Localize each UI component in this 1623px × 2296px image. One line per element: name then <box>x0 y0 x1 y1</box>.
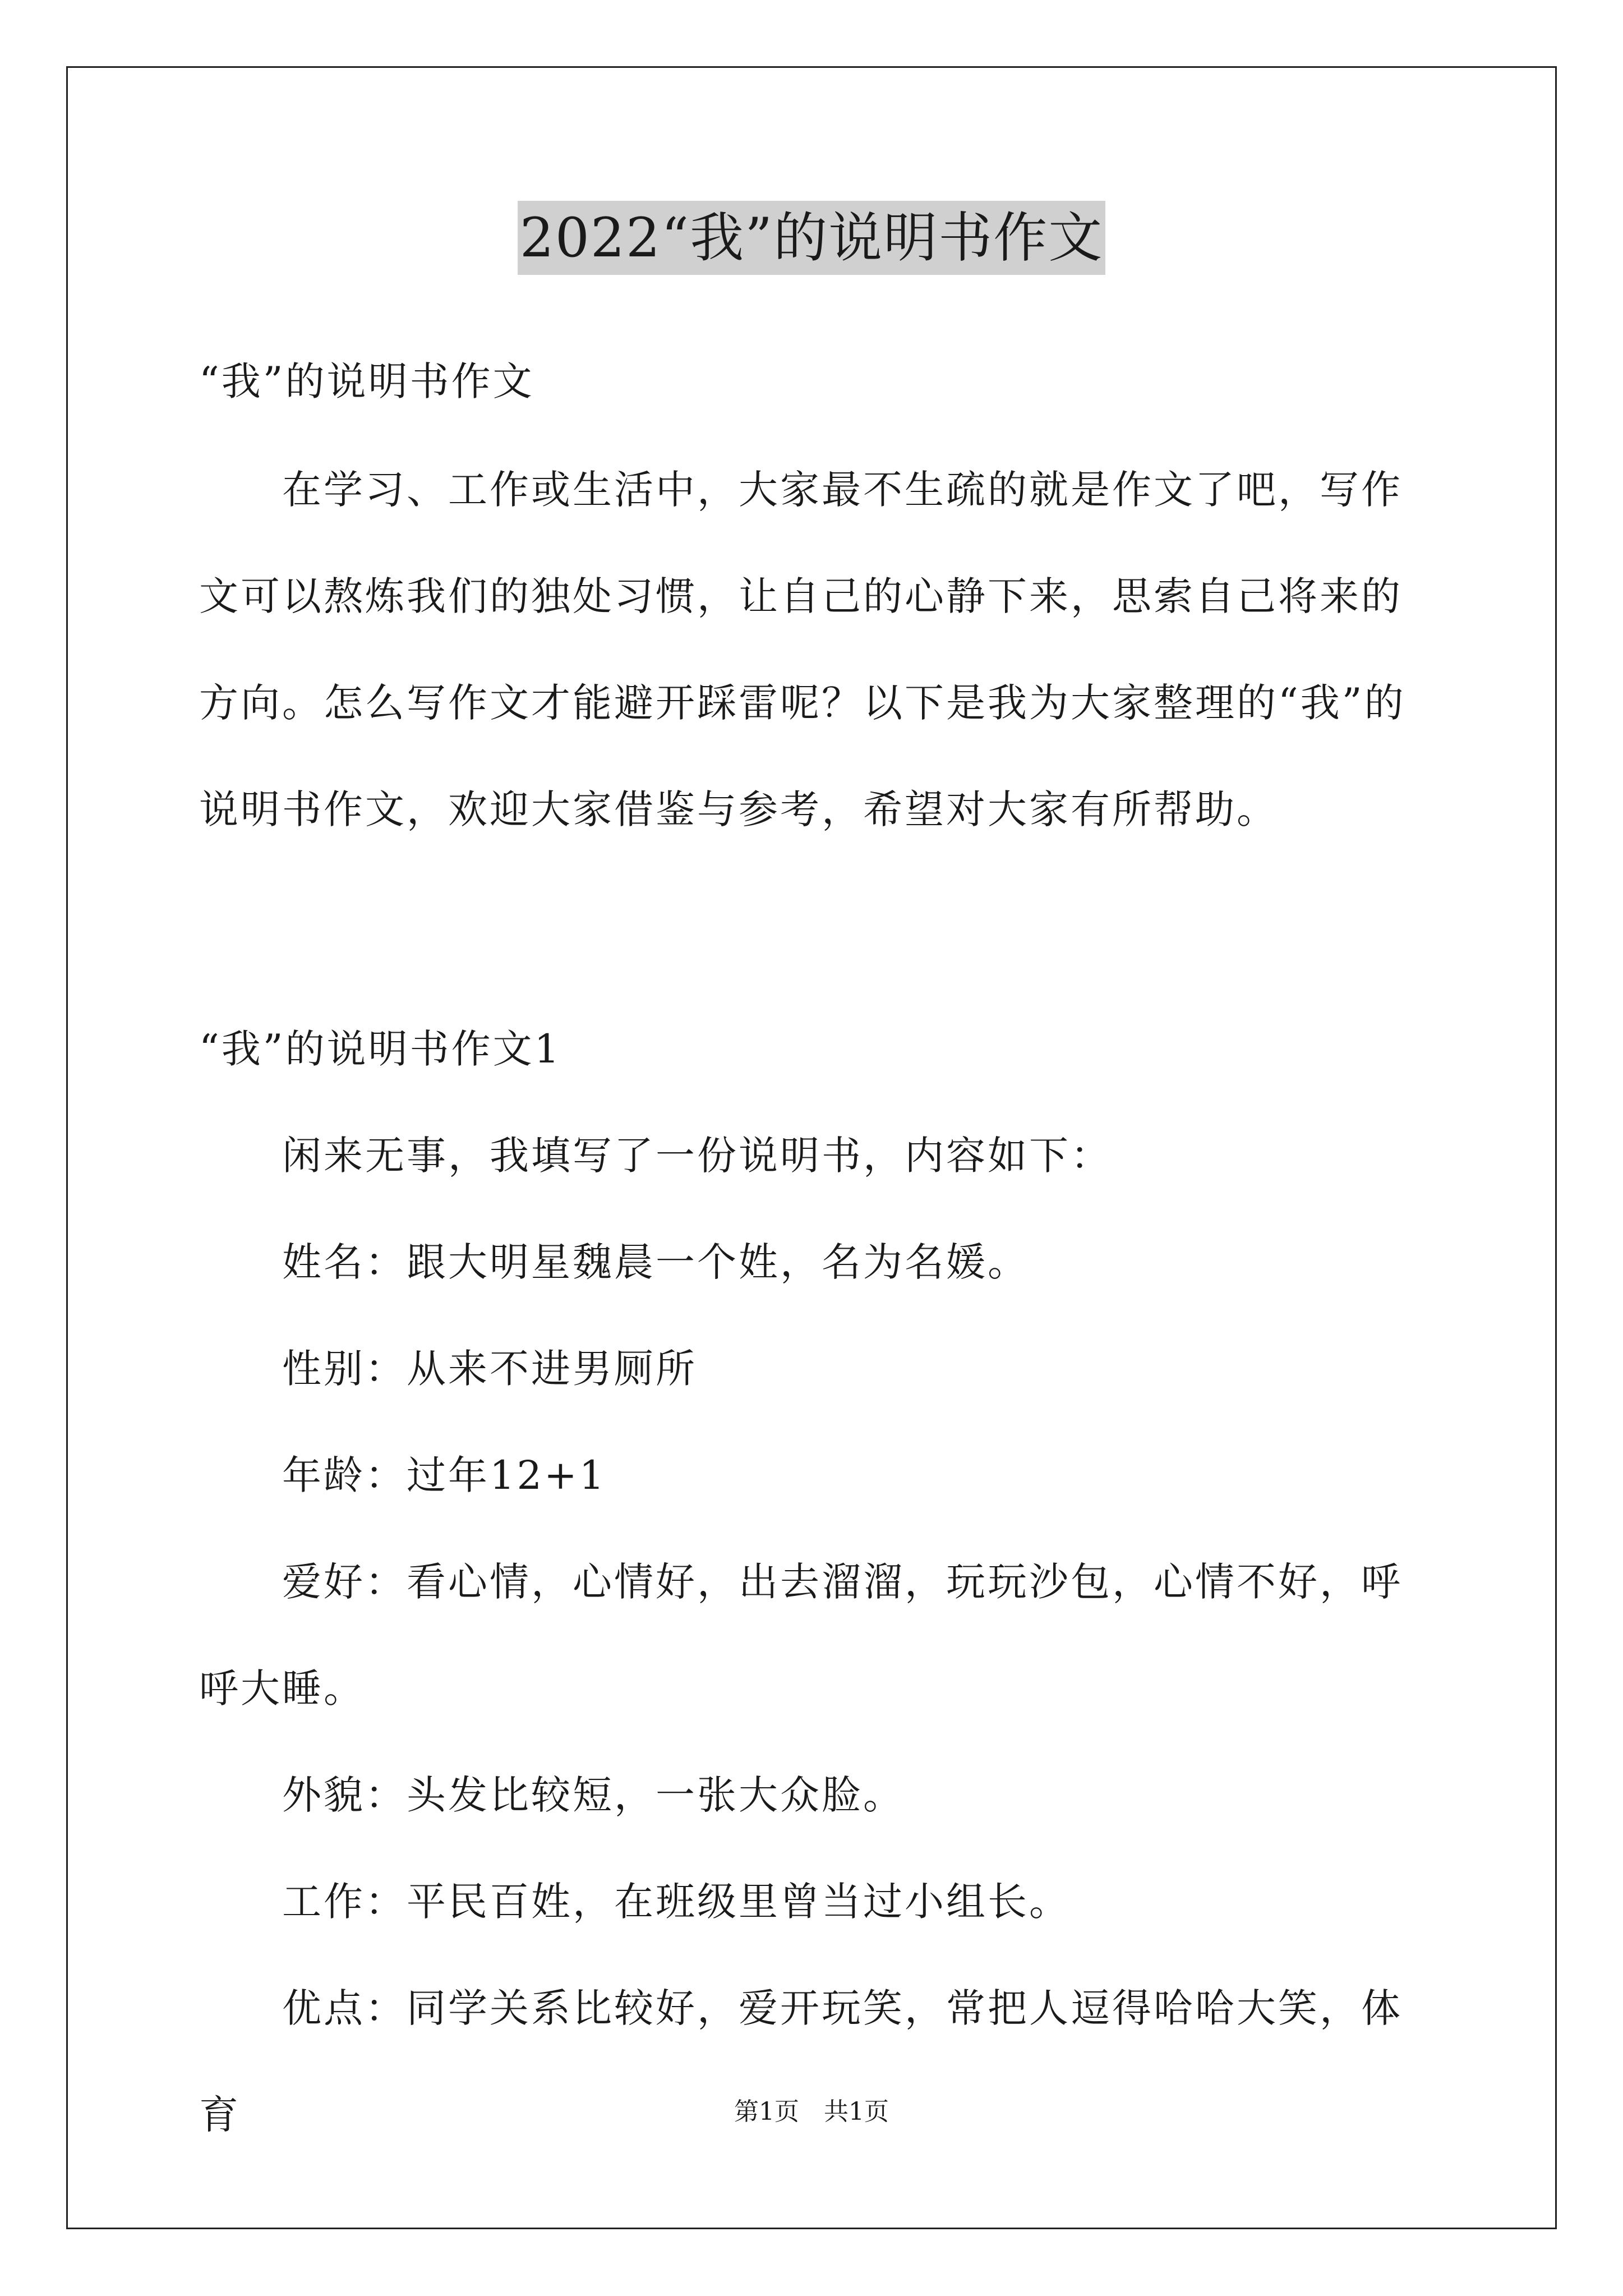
body-paragraph-2: 姓名：跟大明星魏晨一个姓，名为名媛。 <box>282 1239 1029 1285</box>
body-paragraph-5: 爱好：看心情，心情好，出去溜溜，玩玩沙包，心情不好，呼呼大睡。 <box>199 1559 1403 1711</box>
page-footer: 第1页 共1页 <box>734 2097 889 2126</box>
subtitle: “我”的说明书作文 <box>199 358 534 404</box>
body-paragraph-8: 优点：同学关系比较好，爱开玩笑，常把人逗得哈哈大笑，体育 <box>199 1985 1403 2138</box>
body-paragraph-6: 外貌：头发比较短，一张大众脸。 <box>282 1772 905 1818</box>
body-paragraph-4: 年龄：过年12+1 <box>282 1452 607 1498</box>
body-paragraph-7: 工作：平民百姓，在班级里曾当过小组长。 <box>282 1879 1071 1925</box>
body-paragraph-1: 闲来无事，我填写了一份说明书，内容如下： <box>282 1133 1112 1179</box>
body-paragraph-3: 性别：从来不进男厕所 <box>282 1346 697 1392</box>
document-title: 2022“我”的说明书作文 <box>518 201 1105 275</box>
title-container <box>0 201 1623 275</box>
section-heading: “我”的说明书作文1 <box>199 1026 562 1072</box>
intro-paragraph: 在学习、工作或生活中，大家最不生疏的就是作文了吧，写作文可以熬炼我们的独处习惯，让自己的心静下来，思索自己将来的方向。怎么写作文才能避开踩雷呢？以下是我为大家整理的“我”的说明书作文，欢迎大家借鉴与参考，希望对大家有所帮助。 <box>199 467 1406 832</box>
